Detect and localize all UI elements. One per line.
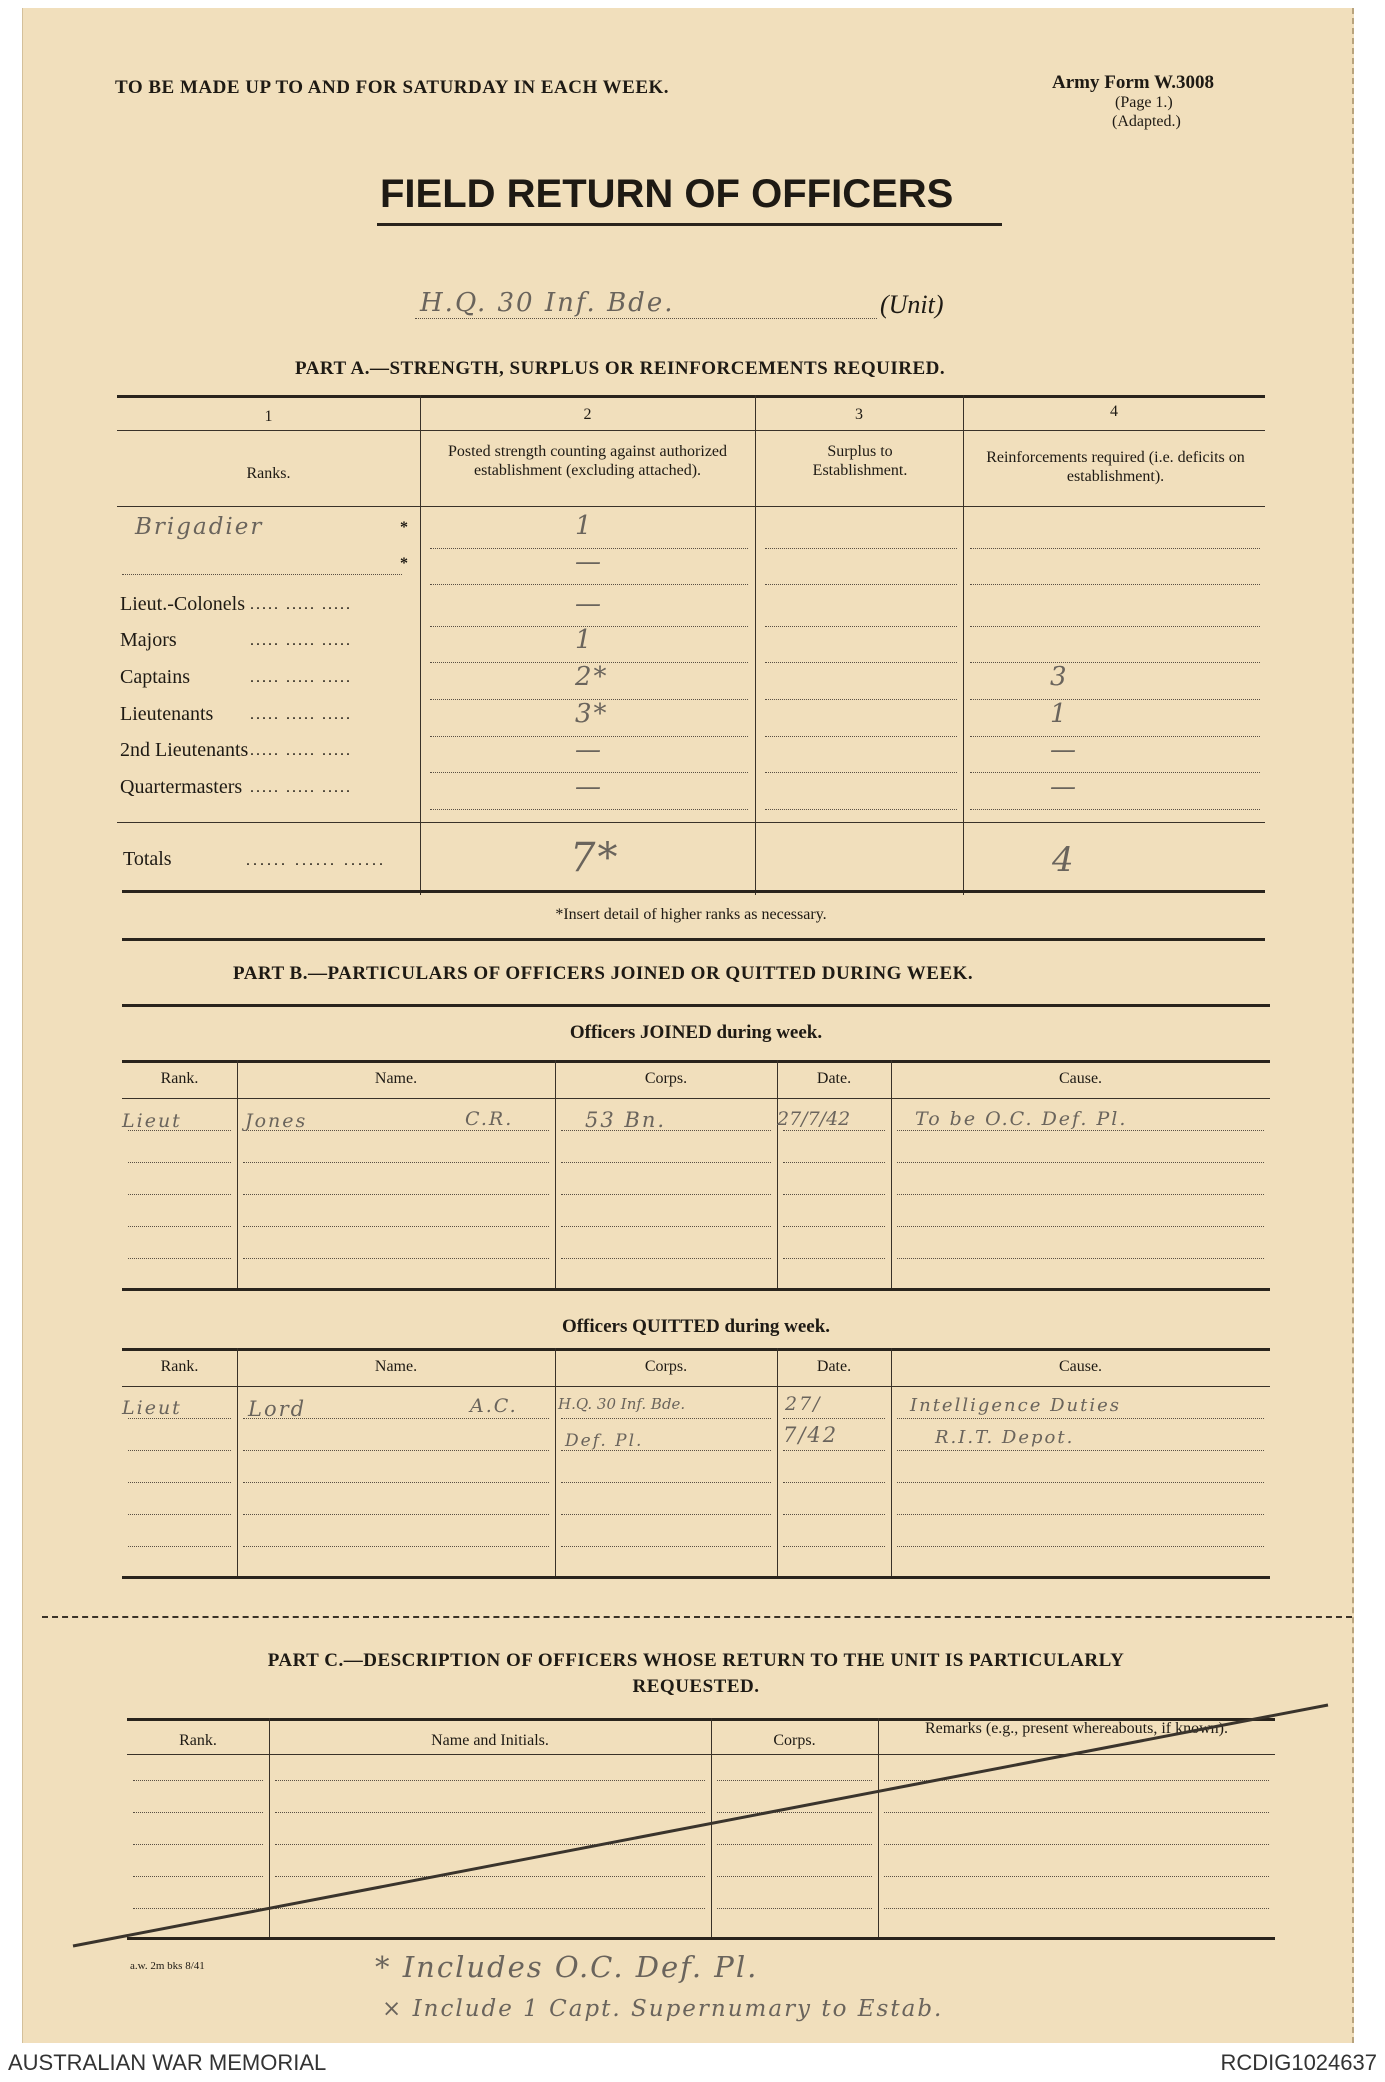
part-c-header-rank: Rank. <box>179 1732 217 1749</box>
rank-leader: ..... ..... ..... <box>250 779 352 796</box>
part-c-heading-line2: REQUESTED. <box>632 1676 760 1697</box>
joined-initials: C.R. <box>465 1108 514 1130</box>
posted-cell: — <box>575 547 603 577</box>
posted-cell: — <box>575 589 603 619</box>
rank-cell: Majors <box>120 629 177 651</box>
part-b-heading: PART B.—PARTICULARS OF OFFICERS JOINED OR QUITTED DURING WEEK. <box>233 963 974 984</box>
quitted-corps-line2: Def. Pl. <box>565 1431 644 1451</box>
instruction-text: TO BE MADE UP TO AND FOR SATURDAY IN EACH WEEK. <box>115 77 670 98</box>
joined-name: Jones <box>245 1110 308 1132</box>
part-c-header-name-and-initials: Name and Initials. <box>431 1732 549 1749</box>
print-code: a.w. 2m bks 8/41 <box>130 1960 205 1972</box>
joined-rank: Lieut <box>122 1110 182 1132</box>
totals-reinforcements: 4 <box>1052 840 1076 880</box>
quitted-date-line2: 7/42 <box>783 1423 839 1447</box>
footer-archive-name: AUSTRALIAN WAR MEMORIAL <box>8 2050 327 2075</box>
part-c-heading-line1: PART C.—DESCRIPTION OF OFFICERS WHOSE RETURN TO THE UNIT IS PARTICULARLY <box>267 1650 1125 1671</box>
reinforcements-cell: — <box>1050 735 1078 765</box>
quitted-cause-line2: R.I.T. Depot. <box>935 1427 1075 1448</box>
quitted-cause: Intelligence Duties <box>910 1395 1121 1416</box>
rank-cell: Lieut.-Colonels <box>120 593 245 615</box>
col-number-3: 3 <box>855 406 863 423</box>
rank-cell: Captains <box>120 666 190 688</box>
reinforcements-cell: — <box>1050 772 1078 802</box>
col-number-1: 1 <box>264 408 273 425</box>
rank-leader: ..... ..... ..... <box>250 596 352 613</box>
quitted-date: 27/ <box>785 1393 822 1415</box>
note-supernumerary: × Include 1 Capt. Supernumary to Estab. <box>382 1996 944 2022</box>
rank-cell: Brigadier <box>135 514 264 540</box>
totals-label: Totals <box>123 848 172 870</box>
unit-label: (Unit) <box>880 290 944 319</box>
part-a-footnote: *Insert detail of higher ranks as necessary. <box>555 906 827 923</box>
part-a-heading: PART A.—STRENGTH, SURPLUS OR REINFORCEMENTS REQUIRED. <box>295 358 946 379</box>
rank-leader: ..... ..... ..... <box>250 669 352 686</box>
rank-cell: Lieutenants <box>120 703 214 725</box>
quitted-rank: Lieut <box>122 1397 182 1419</box>
quitted-header-date: Date. <box>816 1358 852 1375</box>
quitted-header-rank: Rank. <box>160 1358 199 1375</box>
quitted-header-name: Name. <box>374 1358 418 1375</box>
quitted-initials: A.C. <box>470 1395 518 1417</box>
joined-header-rank: Rank. <box>160 1070 199 1087</box>
col-number-4: 4 <box>1110 403 1118 420</box>
joined-header-name: Name. <box>374 1070 418 1087</box>
joined-header-cause: Cause. <box>1058 1070 1103 1087</box>
joined-title: Officers JOINED during week. <box>569 1022 823 1043</box>
strike-through-line <box>73 1705 1328 1946</box>
quitted-header-corps: Corps. <box>644 1358 688 1375</box>
quitted-corps: H.Q. 30 Inf. Bde. <box>558 1395 686 1413</box>
adapted-label: (Adapted.) <box>1112 113 1181 130</box>
footer-record-id: RCDIG1024637 <box>1220 2050 1377 2075</box>
posted-cell: — <box>575 735 603 765</box>
totals-leader: ...... ...... ...... <box>246 852 386 869</box>
joined-header-date: Date. <box>816 1070 852 1087</box>
joined-corps: 53 Bn. <box>585 1108 667 1132</box>
note-includes: * Includes O.C. Def. Pl. <box>375 1950 759 1984</box>
form-number: Army Form W.3008 <box>1052 72 1215 93</box>
totals-posted: 7* <box>570 835 620 881</box>
header-ranks: Ranks. <box>246 465 291 482</box>
joined-date: 27/7/42 <box>777 1108 851 1130</box>
joined-header-corps: Corps. <box>644 1070 688 1087</box>
quitted-name: Lord <box>248 1397 307 1421</box>
posted-cell: — <box>575 772 603 802</box>
posted-cell: 1 <box>575 511 594 541</box>
joined-cause: To be O.C. Def. Pl. <box>915 1108 1128 1130</box>
header-surplus: Surplus to Establishment. <box>812 443 908 479</box>
rank-cell: 2nd Lieutenants <box>120 739 249 761</box>
posted-cell: 1 <box>575 625 594 655</box>
page-number: (Page 1.) <box>1115 94 1173 111</box>
rank-cell: Quartermasters <box>120 776 243 798</box>
part-c-header-remarks: Remarks (e.g., present whereabouts, if known). <box>924 1720 1229 1737</box>
page-title: FIELD RETURN OF OFFICERS <box>380 172 954 216</box>
reinforcements-cell: 3 <box>1050 662 1069 692</box>
unit-value: H.Q. 30 Inf. Bde. <box>420 288 675 318</box>
rank-leader: ..... ..... ..... <box>250 706 352 723</box>
rank-leader: ..... ..... ..... <box>250 742 352 759</box>
quitted-title: Officers QUITTED during week. <box>561 1316 831 1337</box>
asterisk-mark: * <box>400 519 408 536</box>
header-reinforcements: Reinforcements required (i.e. deficits on establishment). <box>986 449 1245 485</box>
col-number-2: 2 <box>583 406 592 423</box>
asterisk-mark: * <box>400 555 408 572</box>
posted-cell: 2* <box>575 662 609 692</box>
reinforcements-cell: 1 <box>1050 699 1069 729</box>
part-c-header-corps: Corps. <box>773 1732 816 1749</box>
posted-cell: 3* <box>575 699 609 729</box>
rank-leader: ..... ..... ..... <box>250 632 352 649</box>
header-posted-strength: Posted strength counting against authorized establishment (excluding attached). <box>447 443 728 479</box>
quitted-header-cause: Cause. <box>1058 1358 1103 1375</box>
